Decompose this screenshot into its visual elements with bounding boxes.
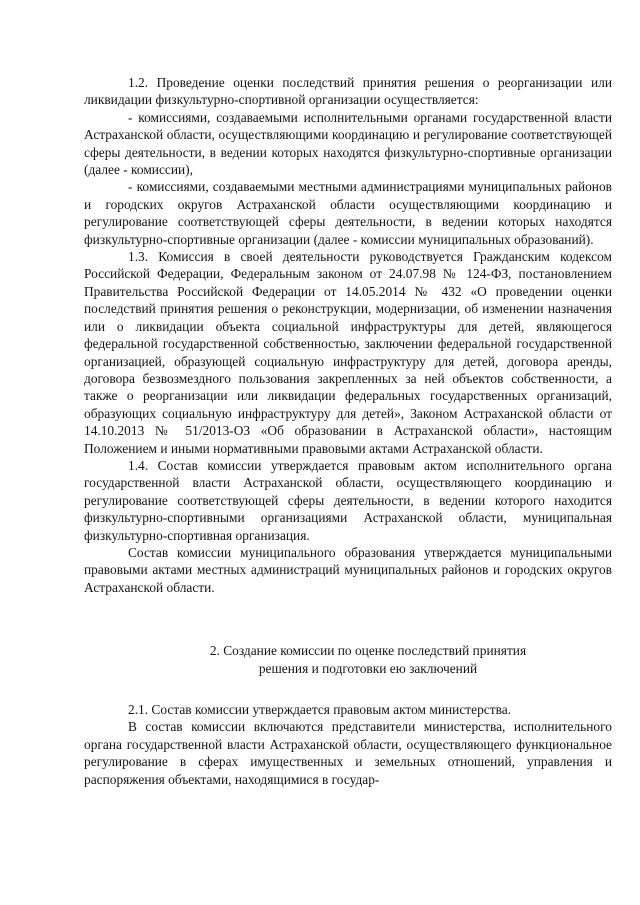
- paragraph-1-3: 1.3. Комиссия в своей деятельности руководствуется Гражданским кодексом Российской Федерации, Федеральным законом от 24.07.98 № 124-ФЗ, постановлением Правительства Российской Федерации от 14.05.2014 № 432 «О проведении оценки последствий принятия решения о реконструкции, модернизации, об изменении назначения или о ликвидации объекта социальной инфраструктуры для детей, являющегося федеральной государственной собственностью, заключении федеральной государственной организацией, образующей социальную инфраструктуру для детей, договора аренды, договора безвозмездного пользования закрепленных за ней объектов собственности, а также о реорганизации или ликвидации федеральных государственных организаций, образующих социальную инфраструктуру для детей», Законом Астраханской области от 14.10.2013 № 51/2013-ОЗ «Об образовании в Астраханской области», настоящим Положением и иными нормативными правовыми актами Астраханской области.: [84, 249, 612, 456]
- section-2-heading: [84, 642, 612, 677]
- section-2-heading-line-2: решения и подготовки ею заключений: [258, 660, 478, 676]
- paragraph-commission-members: В состав комиссии включаются представители министерства, исполнительного органа государственной власти Астраханской области, осуществляющего функциональное регулирование в сферах имущественных и земельных отношений, управления и распоряжения объектами, находящимися в государ-: [84, 719, 612, 787]
- paragraph-1-4: 1.4. Состав комиссии утверждается правовым актом исполнительного органа государственной власти Астраханской области, осуществляющего координацию и регулирование соответствующей сферы деятельности, в ведении которого находится физкультурно-спортивными организациями Астраханской области, муниципальная физкультурно-спортивная организация.: [84, 457, 612, 543]
- section-2-heading-line-1: 2. Создание комиссии по оценке последствий принятия: [209, 643, 527, 659]
- paragraph-municipal-composition: Состав комиссии муниципального образования утверждается муниципальными правовыми актами местных администраций муниципальных районов и городских округов Астраханской области.: [84, 544, 612, 595]
- paragraph-2-1: 2.1. Состав комиссии утверждается правовым актом министерства.: [128, 702, 512, 717]
- paragraph-commissions-municipal: - комиссиями, создаваемыми местными администрациями муниципальных районов и городских округов Астраханской области осуществляющими координацию и регулирование соответствующей сферы деятельности, в ведении которых находятся физкультурно-спортивные организации (далее - комиссии муниципальных образований).: [84, 179, 612, 247]
- paragraph-1-2: 1.2. Проведение оценки последствий принятия решения о реорганизации или ликвидации физкультурно-спортивной организации осуществляется:: [84, 75, 612, 108]
- paragraph-commissions-executive: - комиссиями, создаваемыми исполнительными органами государственной власти Астраханской области, осуществляющими координацию и регулирование соответствующей сферы деятельности, в ведении которых находятся физкультурно-спортивные организации (далее - комиссии),: [84, 109, 612, 178]
